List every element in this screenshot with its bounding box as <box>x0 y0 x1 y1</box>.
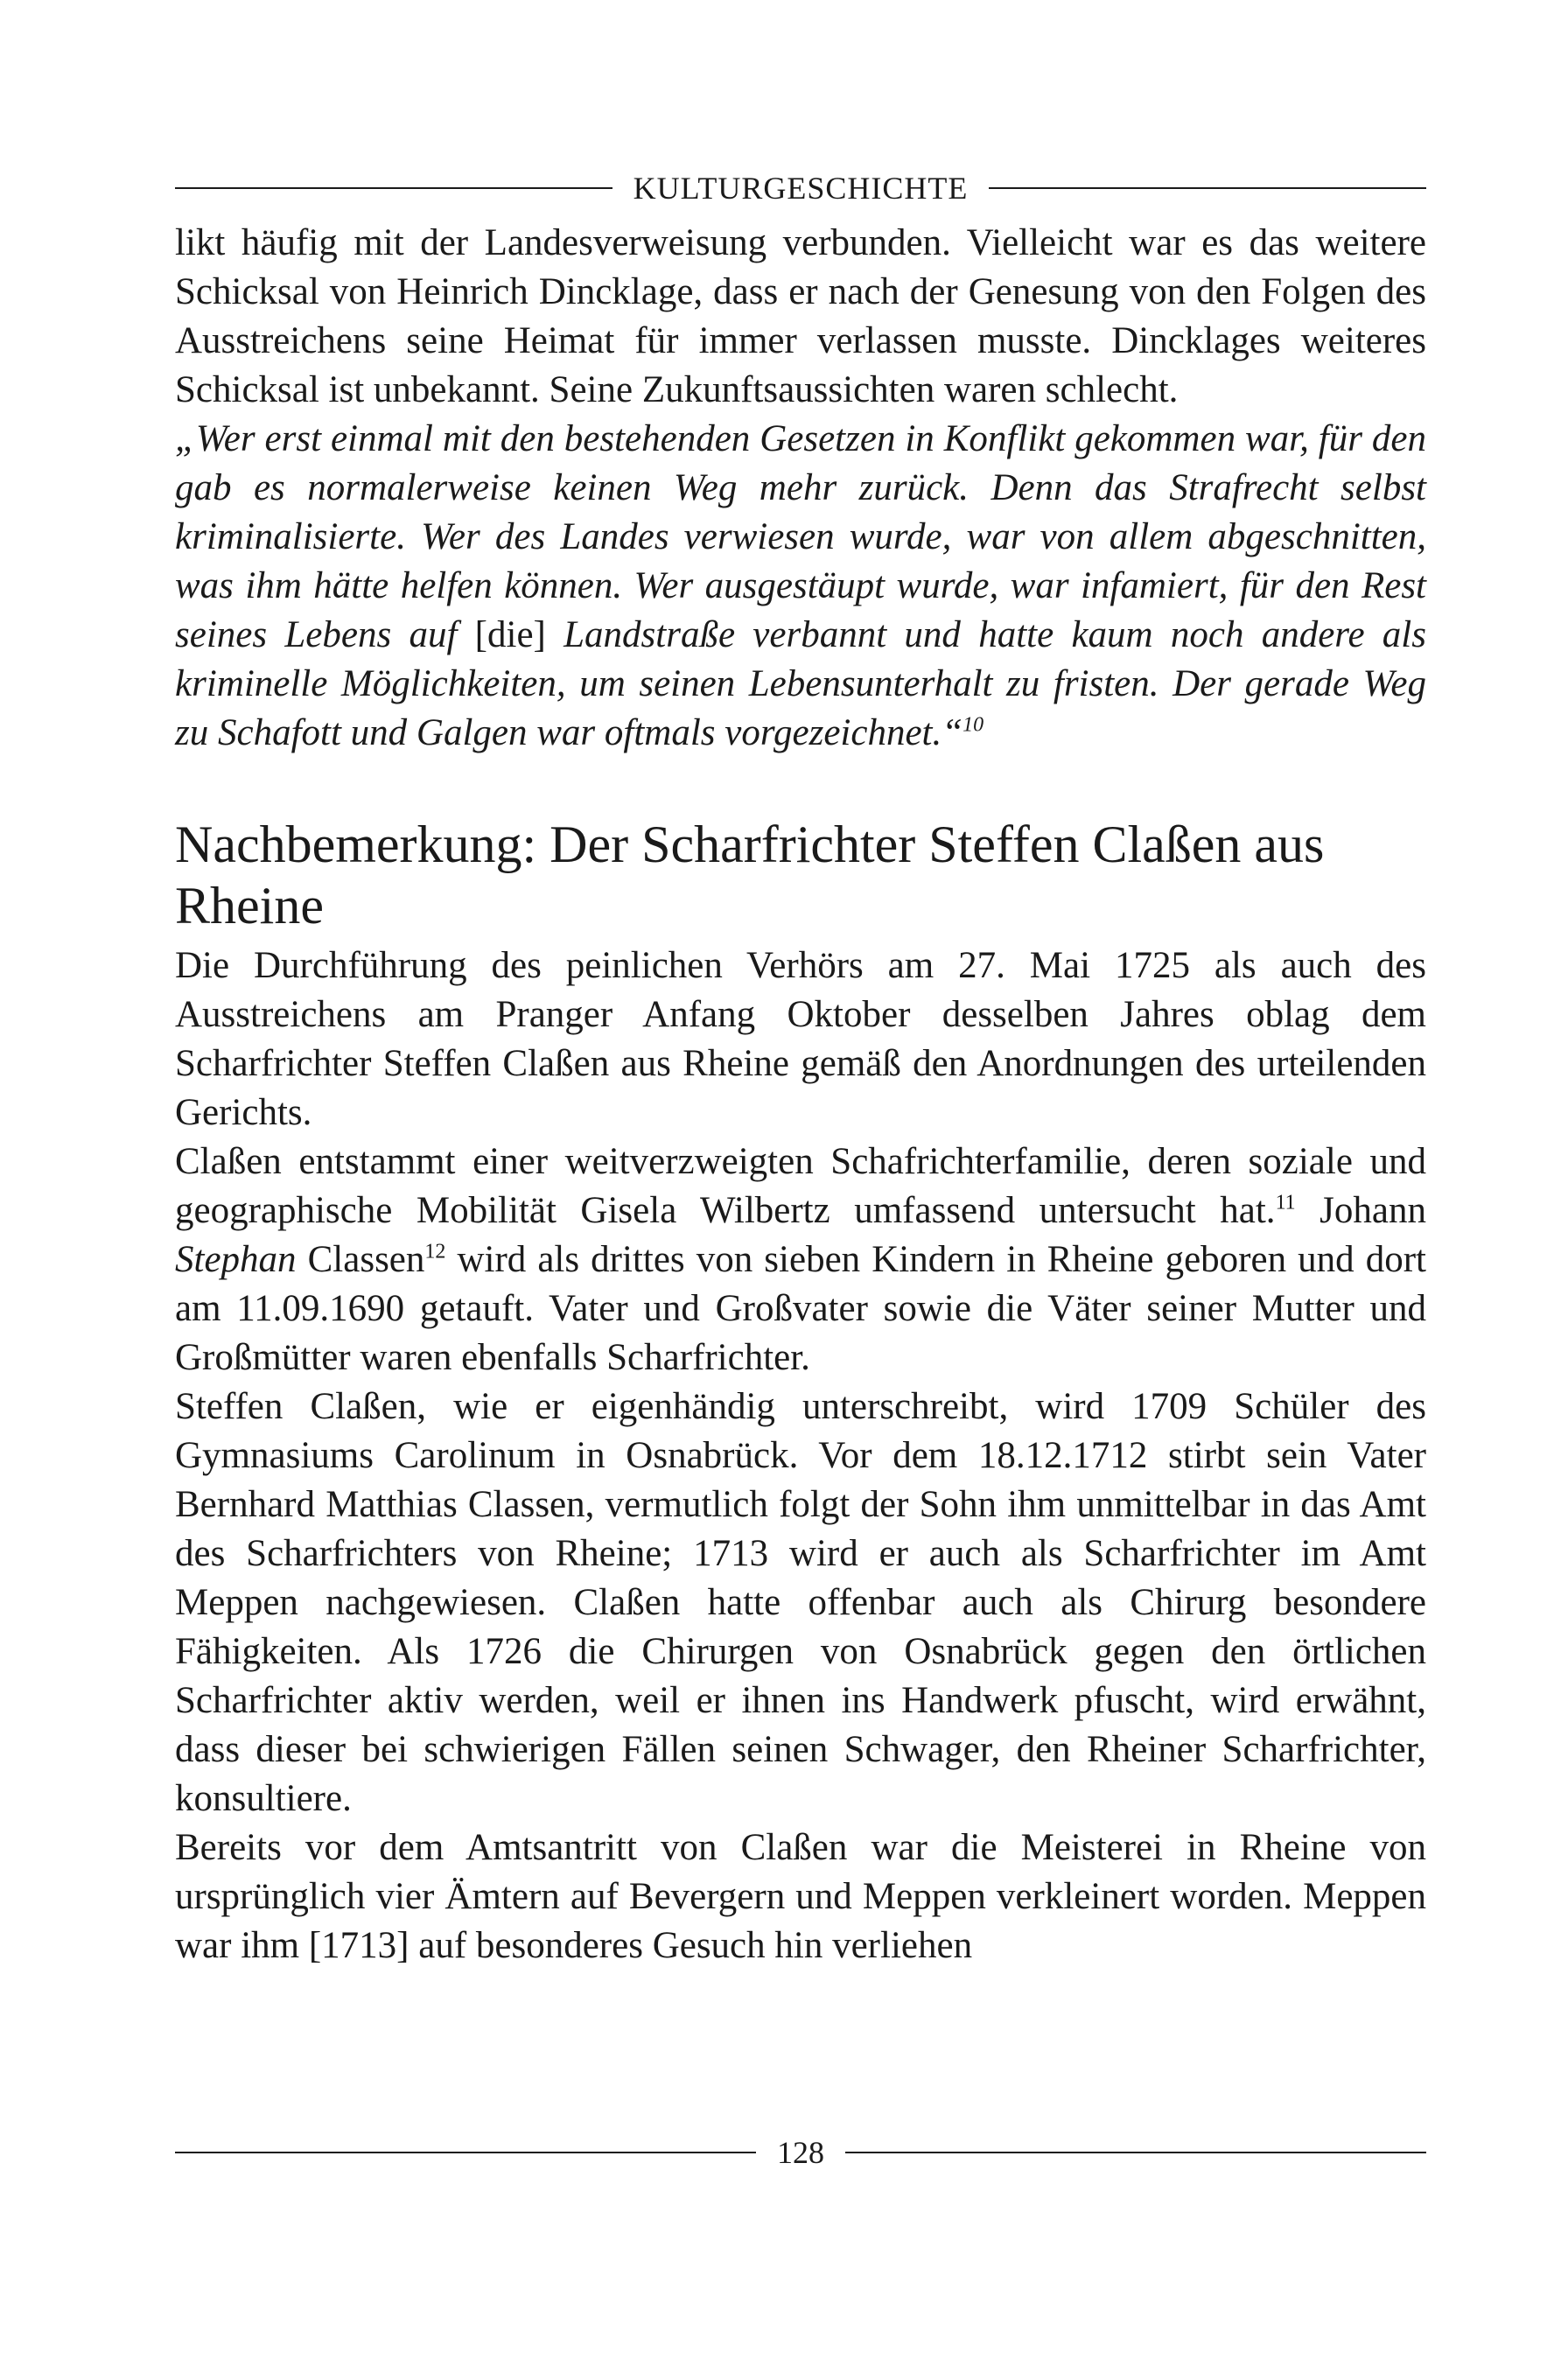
page-number: 128 <box>777 2135 824 2170</box>
paragraph-2: Die Durchführung des peinlichen Verhörs am 27. Mai 1725 als auch des Ausstreichens am Pranger Anfang Oktober desselben Jahres oblag dem Scharfrichter Steffen Claßen aus Rheine gemäß den Anordnungen des urteilenden Gerichts. <box>175 945 1426 1133</box>
paragraph-3 <box>175 1138 1426 1382</box>
page-footer <box>175 2128 1426 2177</box>
p3-text-d: wird als drittes von sieben Kindern in Rheine geboren und dort am 11.09.1690 getauft. Vater und Großvater sowie die Väter seiner Mutter und Großmütter waren ebenfalls Scharfrichter. <box>175 1239 1426 1378</box>
footer-rule-right <box>845 2152 1426 2153</box>
p3-text-a: Claßen entstammt einer weitverzweigten Schafrichterfamilie, deren soziale und geographische Mobilität Gisela Wilbertz umfassend untersucht hat. <box>175 1141 1426 1231</box>
p3-text-b: Johann <box>1295 1190 1427 1231</box>
p3-text-c: Classen <box>296 1239 425 1280</box>
body-text <box>175 219 1426 1970</box>
paragraph-5: Bereits vor dem Amtsantritt von Claßen war die Meisterei in Rheine von ursprünglich vier Ämtern auf Bevergern und Meppen verkleinert worden. Meppen war ihm [1713] auf besonderes Gesuch hin verliehen <box>175 1827 1426 1966</box>
p3-name-stephan: Stephan <box>175 1239 297 1280</box>
page-content <box>175 158 1426 1970</box>
running-header <box>175 158 1426 219</box>
footer-rule-left <box>175 2152 756 2153</box>
quote-part-2: Landstraße verbannt und hatte kaum noch andere als kriminelle Möglichkeiten, um seinen Lebensunterhalt zu fristen. Der gerade Weg zu Schafott und Galgen war oftmals vorgezeichnet.“ <box>175 614 1426 753</box>
paragraph-4: Steffen Claßen, wie er eigenhändig unterschreibt, wird 1709 Schüler des Gymnasiums Carolinum in Osnabrück. Vor dem 18.12.1712 stirbt sein Vater Bernhard Matthias Classen, vermutlich folgt der Sohn ihm unmittelbar in das Amt des Scharfrichters von Rheine; 1713 wird er auch als Scharfrichter im Amt Meppen nachgewiesen. Claßen hatte offenbar auch als Chirurg besondere Fähigkeiten. Als 1726 die Chirurgen von Osnabrück gegen den örtlichen Scharfrichter aktiv werden, weil er ihnen ins Handwerk pfuscht, wird erwähnt, dass dieser bei schwierigen Fällen seinen Schwager, den Rheiner Scharfrichter, konsultiere. <box>175 1386 1426 1819</box>
quote-part-1: „Wer erst einmal mit den bestehenden Gesetzen in Konflikt gekommen war, für den gab es normalerweise keinen Weg mehr zurück. Denn das Strafrecht selbst kriminalisierte. Wer des Landes verwiesen wurde, war von allem abgeschnitten, was ihm hätte helfen können. Wer ausgestäupt wurde, war infamiert, für den Rest seines Lebens auf <box>175 418 1426 655</box>
block-quote <box>175 415 1426 758</box>
running-title: KULTURGESCHICHTE <box>633 171 969 206</box>
footnote-ref-10: 10 <box>962 713 984 737</box>
quote-bracket: [die] <box>474 614 546 655</box>
footnote-ref-11: 11 <box>1275 1191 1296 1214</box>
section-heading: Nachbemerkung: Der Scharfrichter Steffen Claßen aus Rheine <box>175 816 1325 934</box>
header-rule-right <box>989 187 1426 189</box>
footnote-ref-12: 12 <box>424 1240 446 1264</box>
paragraph-1: likt häufig mit der Landesverweisung verbunden. Vielleicht war es das weitere Schicksal von Heinrich Dincklage, dass er nach der Genesung von den Folgen des Ausstreichens seine Heimat für immer verlassen musste. Dincklages weiteres Schicksal ist unbekannt. Seine Zukunftsaussichten waren schlecht. <box>175 222 1426 410</box>
header-rule-left <box>175 187 612 189</box>
